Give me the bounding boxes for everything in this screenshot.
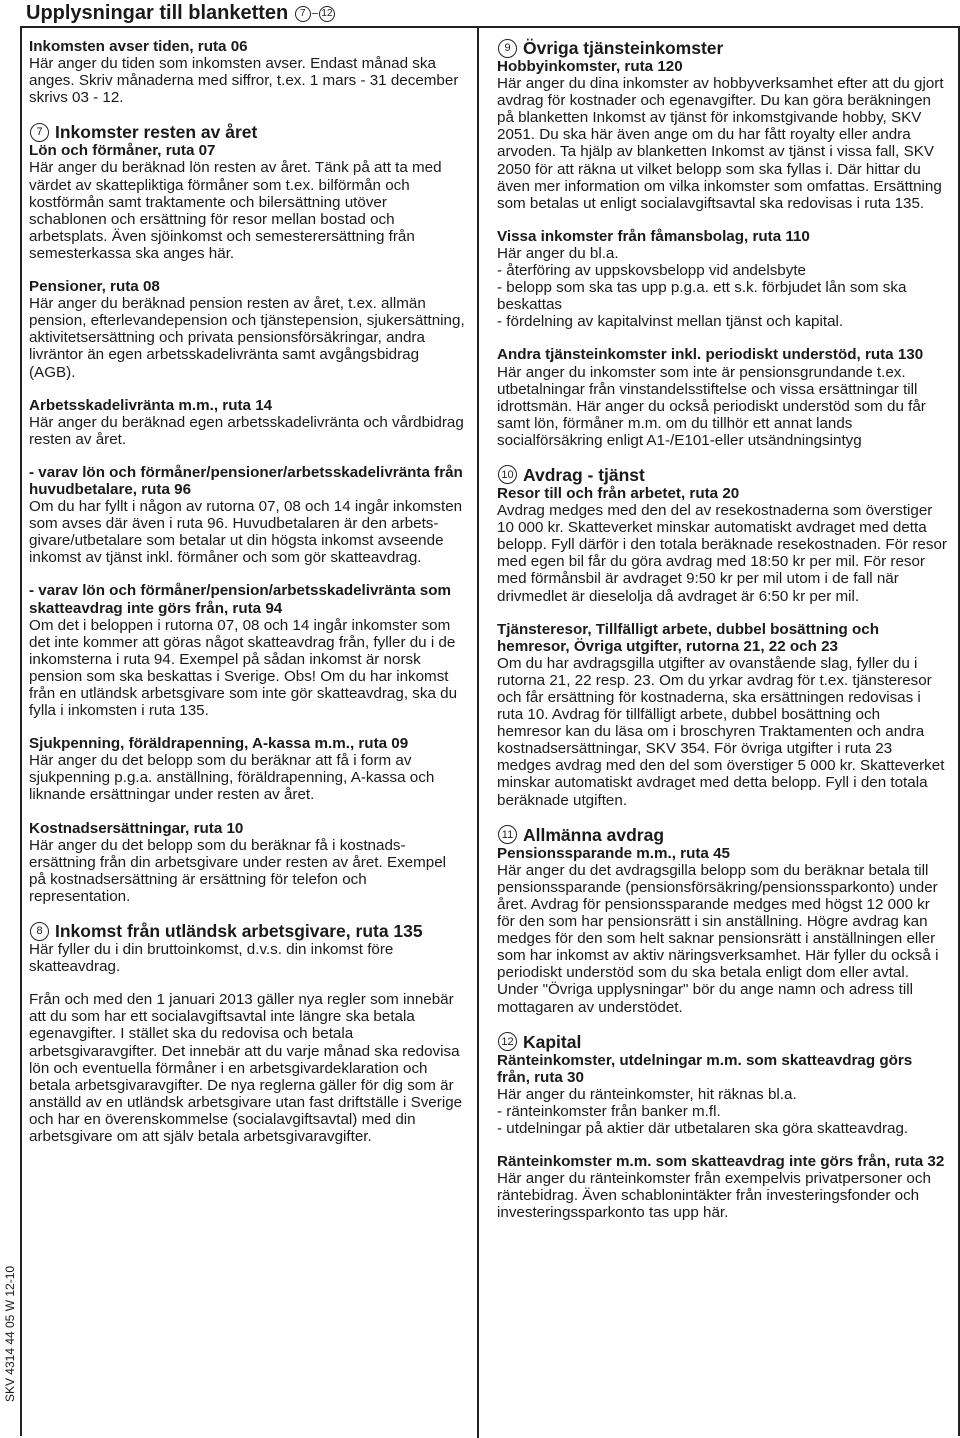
- subheading: - varav lön och förmåner/pension/arbetsskadelivränta som skatteavdrag inte görs från, ruta 94: [29, 582, 452, 617]
- section-8: [29, 921, 467, 1145]
- column-divider: [477, 26, 479, 1438]
- paragraph: Här anger du ränteinkomster från exempelvis privatpersoner och räntebidrag. Även schablonintäkter från investeringsfonder och investeringssparkonto tas upp här.: [497, 1170, 931, 1222]
- list-item: - fördelning av kapitalvinst mellan tjänst och kapital.: [497, 313, 844, 331]
- section-heading: [497, 825, 947, 845]
- section-heading-text: Allmänna avdrag: [523, 824, 665, 845]
- left-column: [29, 38, 467, 1161]
- section-10: [497, 465, 947, 605]
- section-andra-tjansteinkomster: [497, 346, 947, 449]
- section-heading-text: Avdrag - tjänst: [523, 464, 645, 485]
- section-ruta-32: [497, 1153, 947, 1221]
- section-number-badge: 8: [30, 922, 49, 941]
- subheading: Hobbyinkomster, ruta 120: [497, 58, 683, 75]
- list-item: - belopp som ska tas upp p.g.a. ett s.k. förbjudet lån som ska beskattas: [497, 279, 907, 314]
- paragraph: Här anger du tiden som inkomsten avser. Endast månad ska anges. Skriv månaderna med siffror, t.ex. 1 mars - 31 december skrivs 03 - 12.: [29, 55, 459, 107]
- section-heading-text: Inkomst från utländsk arbetsgivare, ruta 135: [55, 921, 423, 942]
- section-heading-text: Kapital: [523, 1031, 582, 1052]
- subheading: Kostnadsersättningar, ruta 10: [29, 819, 244, 837]
- form-code: SKV 4314 44 05 W 12-10: [3, 1265, 17, 1403]
- section-tjansteresor: [497, 621, 947, 809]
- subheading: Andra tjänsteinkomster inkl. periodiskt understöd, ruta 130: [497, 346, 924, 364]
- section-kostnad: [29, 820, 467, 905]
- paragraph: Avdrag medges med den del av resekostnaderna som överstiger 10 000 kr. Skatteverket minskar automatiskt avdraget med detta belopp. Fyll därför i den totala beräknade resekostnaden. För resor med egen bil får du göra avdrag med 18:50 kr per mil. För resor med förmånsbil är avdraget 9:50 kr per mil utom i de fall när drivmedlet är dieselolja då avdraget är 6:50 kr per mil.: [497, 502, 947, 605]
- section-number-badge: 10: [498, 465, 517, 484]
- list-item: Här anger du bl.a.: [497, 244, 619, 262]
- paragraph: Här anger du det avdragsgilla belopp som du beräknar betala till pensionssparande (pensionsförsäkring/pensionssparkonto) under året. Avdrag för pensionssparande medges med högst 12 000 kr för den som har pensionsrätt i sin anställning. Högre avdrag kan medges för den som helt saknar pensionsrätt i anställningen eller som har inkomst av aktiv näringsverksamhet. Här fyller du också i periodiskt understöd som du ska betala enligt dom eller avtal. Under "Övriga upplysningar" bör du ange namn och adress till mottagaren av understödet.: [497, 861, 939, 1016]
- section-11: [497, 825, 947, 1016]
- subheading: Sjukpenning, föräldrapenning, A-kassa m.m., ruta 09: [29, 735, 409, 753]
- section-number-badge: 7: [30, 123, 49, 142]
- section-heading: [497, 38, 947, 58]
- section-sjukpenning: [29, 735, 467, 803]
- section-7: [29, 122, 467, 262]
- subheading: Tjänsteresor, Tillfälligt arbete, dubbel bosättning och hemresor, Övriga utgifter, rutorna 21, 22 och 23: [497, 620, 879, 655]
- section-heading: [497, 465, 947, 485]
- subheading: Ränteinkomster, utdelningar m.m. som skatteavdrag görs från, ruta 30: [497, 1051, 913, 1086]
- section-ruta-96: [29, 464, 467, 567]
- section-heading: [29, 921, 467, 941]
- paragraph: Här anger du inkomster som inte är pensionsgrundande t.ex. utbetalningar från vinstandelsstiftelse och vissa ersättningar till idrottsmän. Här anger du också periodiskt understöd som du får samt lön, förmåner m.m. om du tillhör ett annat lands socialförsäkring enligt A1-/E101-eller utsändningsintyg: [497, 363, 926, 449]
- section-ruta-94: [29, 582, 467, 719]
- section-heading-text: Övriga tjänsteinkomster: [523, 38, 724, 58]
- paragraph: Från och med den 1 januari 2013 gäller nya regler som innebär att du som har ett socialavgiftsavtal inte längre ska betala egenavgifter. I stället ska du redovisa och betala arbetsgivaravgifter. Det innebär att du varje månad ska redovisa lön och eventuella förmåner i en arbetsgivardeklaration och betala arbetsgivaravgifter. De nya reglerna gäller för dig som är anställd av en utländsk arbetsgivare utan fast driftställe i Sverige och har en överenskommelse (socialavgiftsavtal) med din arbetsgivare om att själv betala arbetsgivaravgifter.: [29, 991, 463, 1145]
- paragraph: Om det i beloppen i rutorna 07, 08 och 14 ingår inkomster som det inte kommer att göras något skatteavdrag från, fyller du i de inkomsterna i ruta 94. Exempel på sådan inkomst är norsk pension som ska beskattas i Sverige. Obs! Om du har inkomst från en utländsk arbetsgivare som inte gör skatteavdrag, ska du fylla i inkomsten i ruta 135.: [29, 616, 458, 720]
- section-number-badge: 12: [319, 6, 335, 22]
- section-heading: [29, 122, 467, 142]
- paragraph: Här anger du beräknad egen arbetsskadelivränta och vårdbidrag resten av året.: [29, 413, 464, 448]
- range-dash: –: [311, 7, 318, 20]
- section-number-badge: 7: [295, 6, 311, 22]
- subheading: Resor till och från arbetet, ruta 20: [497, 484, 740, 502]
- subheading: Lön och förmåner, ruta 07: [29, 142, 216, 160]
- subheading: - varav lön och förmåner/pensioner/arbetsskadelivränta från huvudbetalare, ruta 96: [29, 463, 463, 498]
- section-arbetsskada: [29, 397, 467, 448]
- section-12: [497, 1032, 947, 1137]
- paragraph: Om du har avdragsgilla utgifter av ovanstående slag, fyller du i rutorna 21, 22 resp. 23. Om du yrkar avdrag för t.ex. tjänsteresor och får ersättning för kostnaderna, ska ersättningen redovisas i ruta 10. Avdrag för tillfälligt arbete, dubbel bosättning och hemresor kan du läsa om i broschyren Traktamenten och andra kostnadsersättningar, SKV 354. För övriga utgifter i ruta 23 medges avdrag med den del som överstiger 5 000 kr. Skatteverket minskar automatiskt avdraget med detta belopp. Fyll i den totala beräknade utgiften.: [497, 654, 945, 809]
- paragraph: Här anger du det belopp som du beräknar få i kostnadsersättning från din arbetsgivare under resten av året. Exempel på kostnadsersättning är ersättning för telefon och representation.: [29, 836, 447, 905]
- subheading: Pensionssparande m.m., ruta 45: [497, 844, 730, 862]
- paragraph: Här anger du beräknad pension resten av året, t.ex. allmän pension, efterlevandepension och tjänstepension, sjukersättning, aktivitetsersättning och privata pensionsförsäkringar, andra livräntor än egen arbetsskadelivränta samt avgångsbidrag (AGB).: [29, 295, 465, 381]
- section-period: [29, 38, 467, 106]
- list-item: - utdelningar på aktier där utbetalaren ska göra skatteavdrag.: [497, 1119, 909, 1137]
- subheading: Ränteinkomster m.m. som skatteavdrag inte görs från, ruta 32: [497, 1153, 945, 1171]
- section-pension: [29, 278, 467, 381]
- spacer: [29, 975, 467, 991]
- subheading: Vissa inkomster från fåmansbolag, ruta 110: [497, 227, 810, 245]
- paragraph: Här fyller du i din bruttoinkomst, d.v.s. din inkomst före skatteavdrag.: [29, 941, 394, 976]
- section-number-badge: 12: [498, 1032, 517, 1051]
- section-famansbolag: [497, 228, 947, 331]
- paragraph: Här anger du dina inkomster av hobbyverksamhet efter att du gjort avdrag för kostnader och egenavgifter. Du kan göra beräkningen på blanketten Inkomst av tjänst för inkomstgivande hobby, SKV 2051. Du ska här även ange om du har fått royalty eller andra arvoden. Ta hjälp av blanketten Inkomst av tjänst i vissa fall, SKV 2050 för att räkna ut vilket belopp som ska fyllas i. Där hittar du även mer information om vilka inkomster som omfattas. Ersättning som betalas ut enligt socialavgiftsavtal ska redovisas i ruta 135.: [497, 75, 944, 212]
- list-item: Här anger du ränteinkomster, hit räknas bl.a.: [497, 1085, 797, 1103]
- paragraph: Här anger du beräknad lön resten av året. Tänk på att ta med värdet av skattepliktiga förmåner som t.ex. bilförmån och kostförmån samt traktamente och bilersättning utöver schablonen och ersättning för resor mellan bostad och arbetsplats. Även sjöinkomst och semesterersättning från semesterkassa ska anges här.: [29, 159, 442, 262]
- subheading: Inkomsten avser tiden, ruta 06: [29, 38, 248, 55]
- paragraph: Här anger du det belopp som du beräknar att få i form av sjukpenning p.g.a. anställning, föräldrapenning, A-kassa och liknande ersättningar under resten av året.: [29, 752, 435, 804]
- list-item: - återföring av uppskovsbelopp vid andelsbyte: [497, 262, 807, 280]
- subheading: Arbetsskadelivränta m.m., ruta 14: [29, 396, 273, 414]
- list-item: - ränteinkomster från banker m.fl.: [497, 1102, 721, 1120]
- section-9: [497, 38, 947, 212]
- page-title-text: Upplysningar till blanketten: [26, 2, 289, 24]
- page-title: [26, 2, 336, 25]
- paragraph: Om du har fyllt i någon av rutorna 07, 08 och 14 ingår inkomsten som avses där även i ruta 96. Huvudbetalaren är den arbetsgivare/utbetalare som betalar ut din högsta inkomst avseende inkomst av tjänst inkl. förmåner och som gör skatteavdrag.: [29, 498, 463, 567]
- right-column: [497, 38, 947, 1237]
- section-number-badge: 11: [498, 825, 517, 844]
- subheading: Pensioner, ruta 08: [29, 278, 160, 296]
- section-heading-text: Inkomster resten av året: [55, 122, 258, 143]
- section-number-badge: 9: [498, 39, 517, 58]
- section-heading: [497, 1032, 947, 1052]
